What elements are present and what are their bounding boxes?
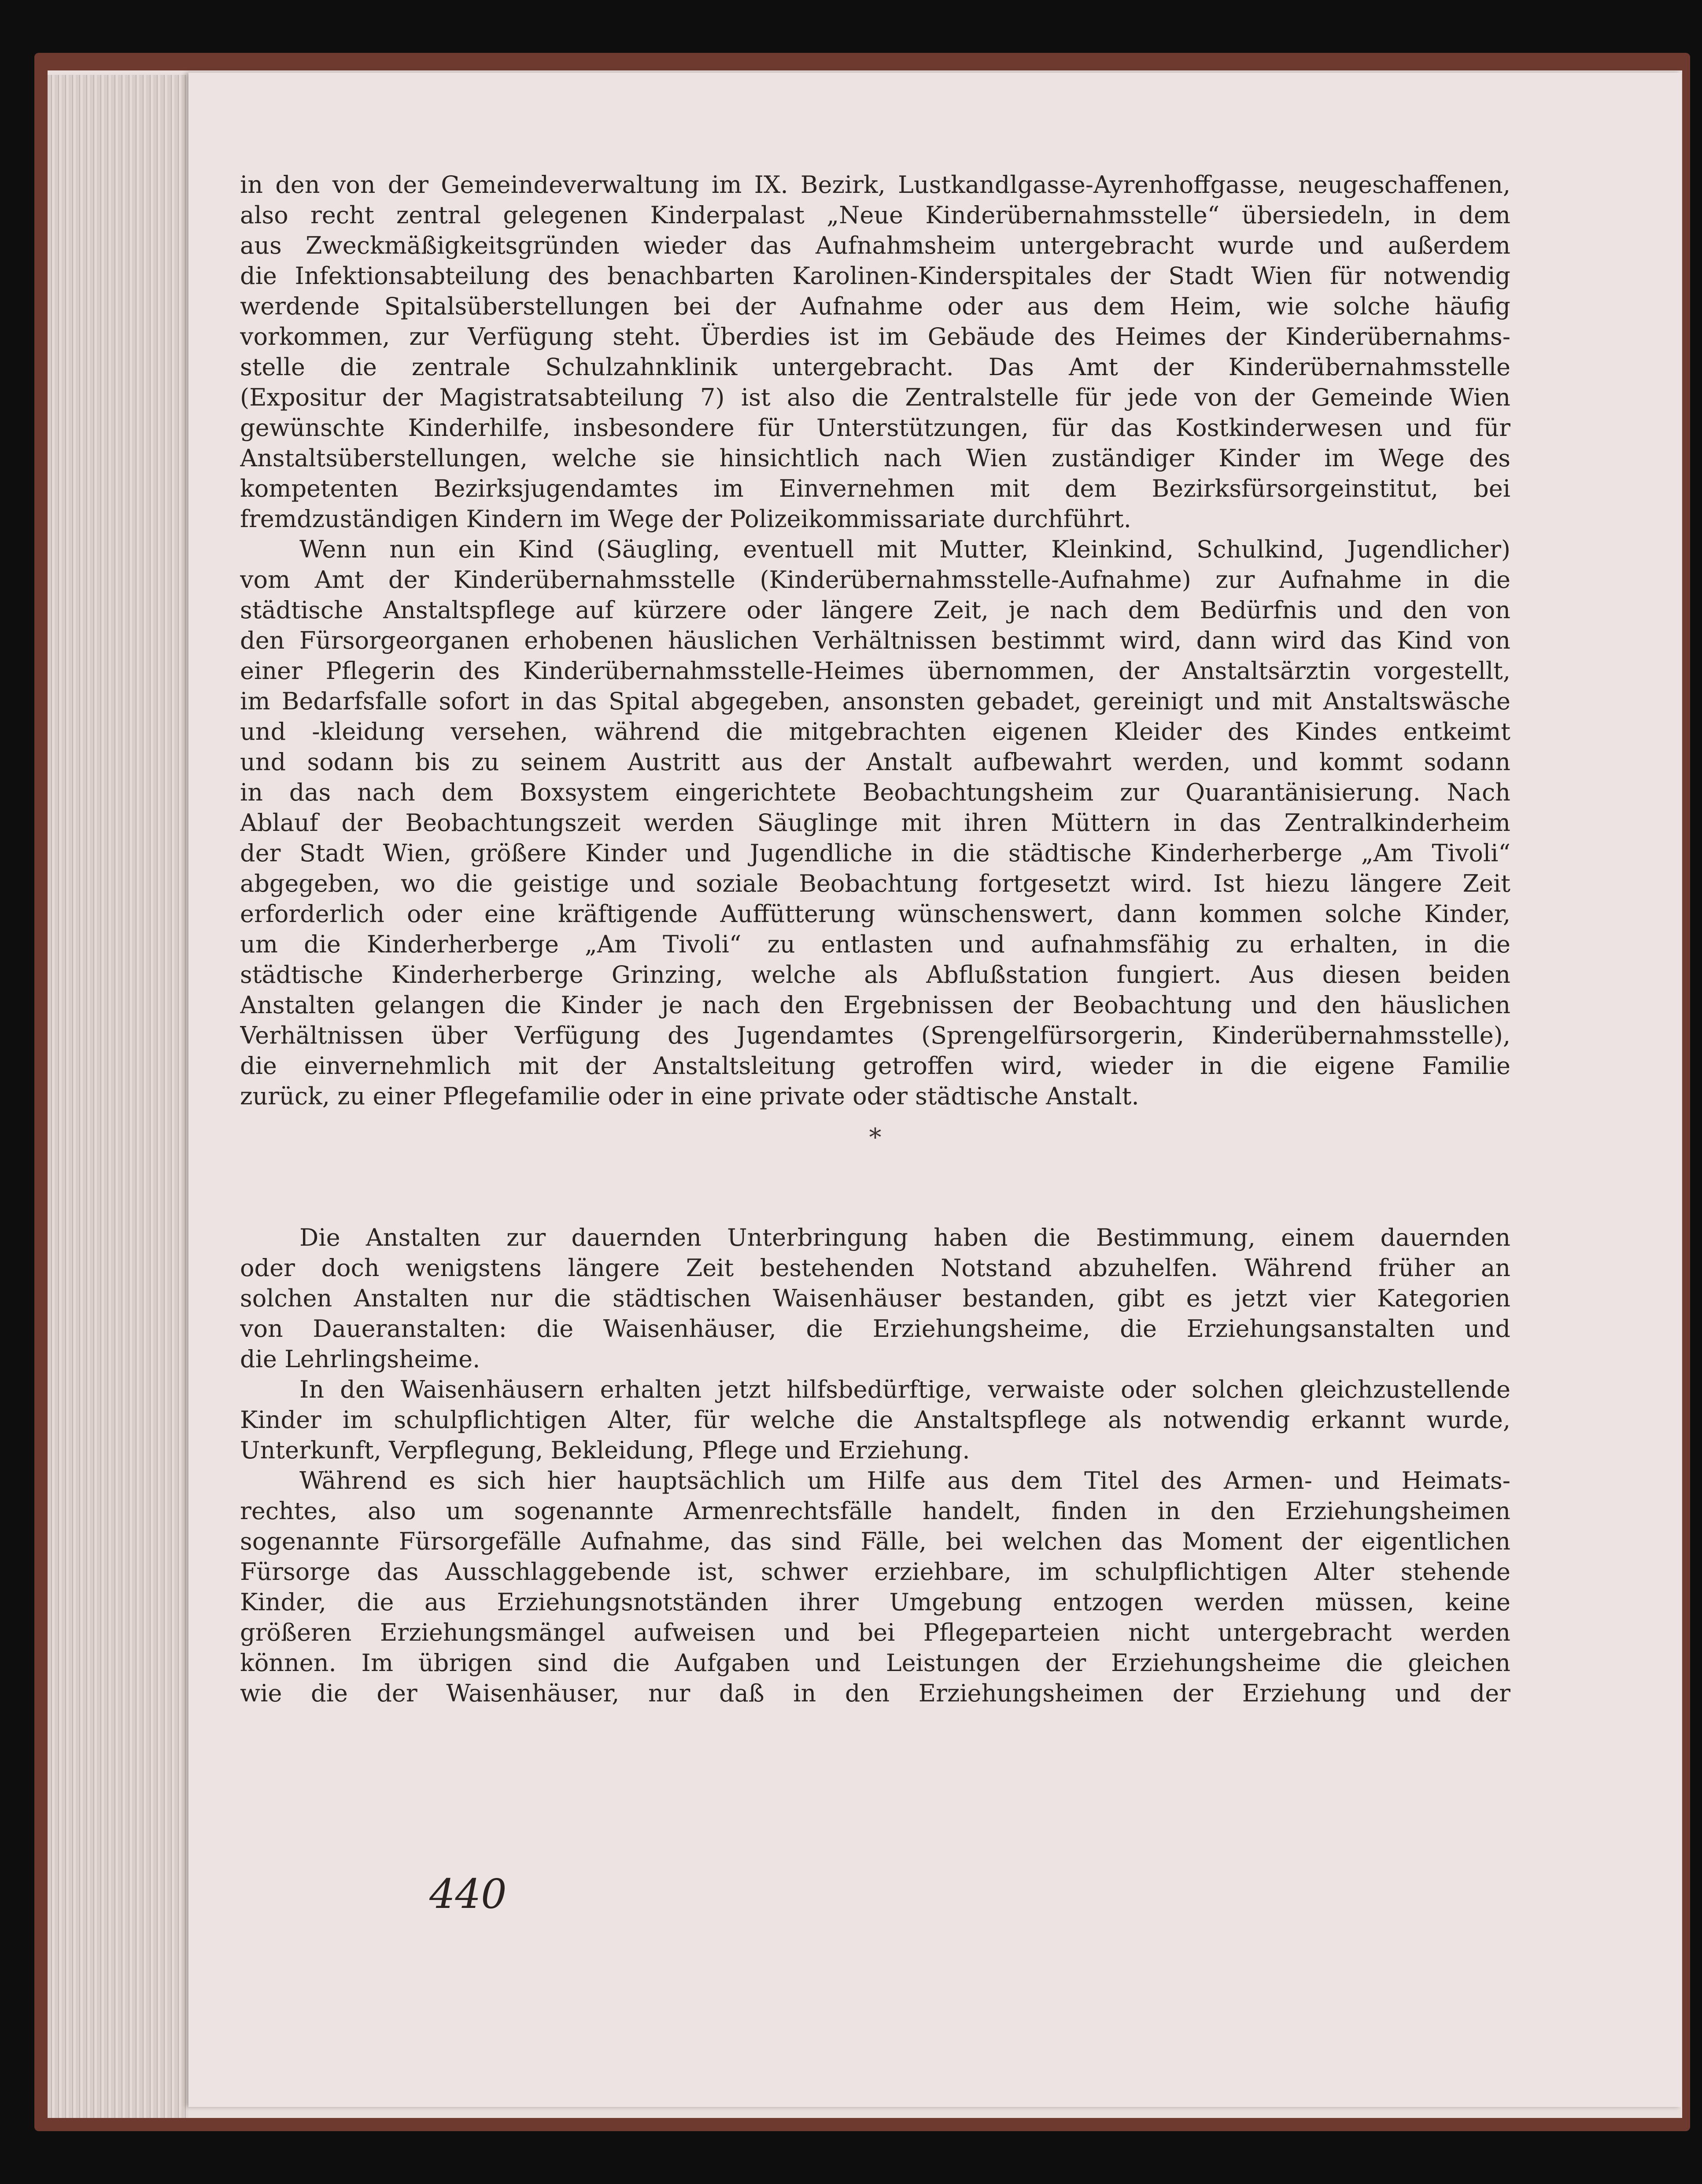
section-separator-asterisk: * [869, 1123, 882, 1152]
text-line: einer Pflegerin des Kinderübernahmsstelle-Heimes übernommen, der Anstaltsärztin vorgestellt, [240, 657, 1510, 685]
text-line: können. Im übrigen sind die Aufgaben und Leistungen der Erziehungsheime die gleichen [240, 1649, 1510, 1677]
page-edges [48, 75, 188, 2118]
text-line: die Infektionsabteilung des benachbarten Karolinen-Kinderspitales der Stadt Wien für notwendig [240, 262, 1510, 290]
s1-paragraph-2 [240, 534, 1510, 1111]
text-line: Kinder im schulpflichtigen Alter, für welche die Anstaltspflege als notwendig erkannt wurde, [240, 1406, 1510, 1434]
s2-paragraph-3 [240, 1465, 1510, 1708]
text-line: kompetenten Bezirksjugendamtes im Einvernehmen mit dem Bezirksfürsorgeinstitut, bei [240, 475, 1510, 502]
text-line: der Stadt Wien, größere Kinder und Jugendliche in die städtische Kinderherberge „Am Tivoli“ [240, 839, 1510, 867]
text-line: solchen Anstalten nur die städtischen Waisenhäuser bestanden, gibt es jetzt vier Kategorien [240, 1284, 1510, 1312]
text-line: erforderlich oder eine kräftigende Auffütterung wünschenswert, dann kommen solche Kinder, [240, 900, 1510, 928]
text-line: Fürsorge das Ausschlaggebende ist, schwer erziehbare, im schulpflichtigen Alter stehende [240, 1558, 1510, 1586]
text-line: Während es sich hier hauptsächlich um Hilfe aus dem Titel des Armen- und Heimats- [299, 1467, 1510, 1494]
text-line: (Expositur der Magistratsabteilung 7) ist also die Zentralstelle für jede von der Gemeinde Wien [240, 384, 1510, 411]
text-line: Anstaltsüberstellungen, welche sie hinsichtlich nach Wien zuständiger Kinder im Wege des [240, 444, 1510, 472]
text-line: die einvernehmlich mit der Anstaltsleitung getroffen wird, wieder in die eigene Familie [240, 1052, 1510, 1080]
text-line: vom Amt der Kinderübernahmsstelle (Kinderübernahmsstelle-Aufnahme) zur Aufnahme in die [240, 566, 1510, 594]
text-line: wie die der Waisenhäuser, nur daß in den Erziehungsheimen der Erziehung und der [240, 1679, 1510, 1707]
text-line: Unterkunft, Verpflegung, Bekleidung, Pflege und Erziehung. [240, 1436, 970, 1464]
text-line: sogenannte Fürsorgefälle Aufnahme, das sind Fälle, bei welchen das Moment der eigentlichen [240, 1527, 1510, 1555]
page-text [240, 170, 1510, 1708]
text-line: von Daueranstalten: die Waisenhäuser, die Erziehungsheime, die Erziehungsanstalten und [240, 1315, 1510, 1343]
text-line: und -kleidung versehen, während die mitgebrachten eigenen Kleider des Kindes entkeimt [240, 718, 1510, 745]
text-line: Ablauf der Beobachtungszeit werden Säuglinge mit ihren Müttern in das Zentralkinderheim [240, 809, 1510, 837]
s2-paragraph-1 [240, 1222, 1510, 1374]
text-line: in den von der Gemeindeverwaltung im IX. Bezirk, Lustkandlgasse-Ayrenhoffgasse, neugeschaffenen, [240, 171, 1510, 199]
text-line: Kinder, die aus Erziehungsnotständen ihrer Umgebung entzogen werden müssen, keine [240, 1588, 1510, 1616]
page-number: 440 [429, 1870, 507, 1918]
text-line: abgegeben, wo die geistige und soziale Beobachtung fortgesetzt wird. Ist hiezu längere Zeit [240, 870, 1510, 897]
text-line: gewünschte Kinderhilfe, insbesondere für Unterstützungen, für das Kostkinderwesen und für [240, 414, 1510, 442]
text-line: Wenn nun ein Kind (Säugling, eventuell mit Mutter, Kleinkind, Schulkind, Jugendlicher) [299, 535, 1510, 563]
text-line: Anstalten gelangen die Kinder je nach den Ergebnissen der Beobachtung und den häuslichen [240, 991, 1510, 1019]
text-line: zurück, zu einer Pflegefamilie oder in eine private oder städtische Anstalt. [240, 1082, 1139, 1110]
text-line: Die Anstalten zur dauernden Unterbringung haben die Bestimmung, einem dauernden [299, 1224, 1510, 1251]
text-line: also recht zentral gelegenen Kinderpalast „Neue Kinderübernahmsstelle“ übersiedeln, in dem [240, 201, 1510, 229]
section-break [240, 1111, 1510, 1222]
text-line: aus Zweckmäßigkeitsgründen wieder das Aufnahmsheim untergebracht wurde und außerdem [240, 232, 1510, 259]
text-line: fremdzuständigen Kindern im Wege der Polizeikommissariate durchführt. [240, 505, 1131, 533]
text-line: und sodann bis zu seinem Austritt aus der Anstalt aufbewahrt werden, und kommt sodann [240, 748, 1510, 776]
text-line: den Fürsorgeorganen erhobenen häuslichen Verhältnissen bestimmt wird, dann wird das Kind von [240, 627, 1510, 654]
text-line: Verhältnissen über Verfügung des Jugendamtes (Sprengelfürsorgerin, Kinderübernahmsstelle), [240, 1022, 1510, 1049]
text-line: größeren Erziehungsmängel aufweisen und bei Pflegeparteien nicht untergebracht werden [240, 1619, 1510, 1646]
text-line: städtische Anstaltspflege auf kürzere oder längere Zeit, je nach dem Bedürfnis und den von [240, 596, 1510, 624]
text-line: um die Kinderherberge „Am Tivoli“ zu entlasten und aufnahmsfähig zu erhalten, in die [240, 930, 1510, 958]
text-line: rechtes, also um sogenannte Armenrechtsfälle handelt, finden in den Erziehungsheimen [240, 1497, 1510, 1525]
s2-paragraph-2 [240, 1374, 1510, 1465]
text-line: oder doch wenigstens längere Zeit bestehenden Notstand abzuhelfen. Während früher an [240, 1254, 1510, 1282]
text-line: stelle die zentrale Schulzahnklinik untergebracht. Das Amt der Kinderübernahmsstelle [240, 353, 1510, 381]
text-line: städtische Kinderherberge Grinzing, welche als Abflußstation fungiert. Aus diesen beiden [240, 961, 1510, 989]
text-line: im Bedarfsfalle sofort in das Spital abgegeben, ansonsten gebadet, gereinigt und mit Anstaltswäsche [240, 687, 1510, 715]
text-line: vorkommen, zur Verfügung steht. Überdies ist im Gebäude des Heimes der Kinderübernahms- [240, 323, 1510, 350]
text-line: In den Waisenhäusern erhalten jetzt hilfsbedürftige, verwaiste oder solchen gleichzustellende [299, 1376, 1510, 1403]
s1-paragraph-1 [240, 170, 1510, 534]
text-line: werdende Spitalsüberstellungen bei der Aufnahme oder aus dem Heim, wie solche häufig [240, 292, 1510, 320]
text-line: die Lehrlingsheime. [240, 1345, 480, 1373]
text-line: in das nach dem Boxsystem eingerichtete Beobachtungsheim zur Quarantänisierung. Nach [240, 778, 1510, 806]
